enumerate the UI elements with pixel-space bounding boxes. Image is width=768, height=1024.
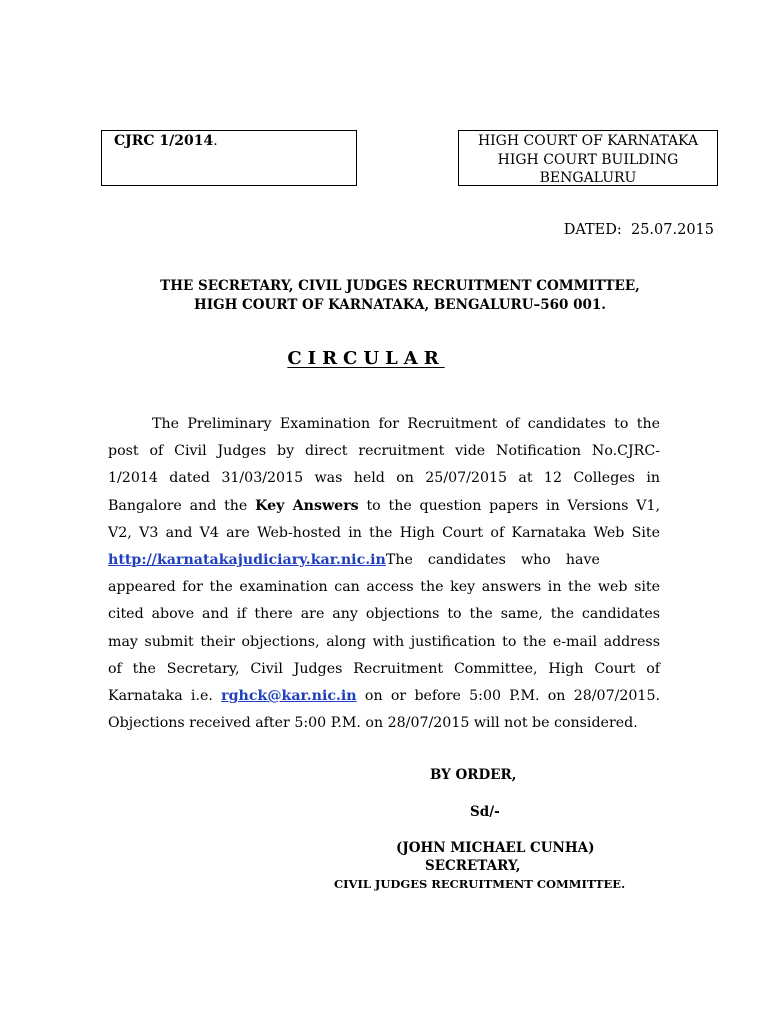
body-text-segment: Bangalore and the: [108, 497, 256, 514]
website-link[interactable]: http://karnatakajudiciary.kar.nic.in: [108, 552, 386, 569]
email-link[interactable]: rghck@kar.nic.in: [221, 688, 357, 705]
body-text-segment: on or before 5:00 P.M. on 28/07/2015.: [356, 688, 660, 705]
reference-suffix: .: [213, 133, 218, 149]
key-answers-emphasis: Key Answers: [255, 497, 359, 514]
body-line: may submit their objections, along with justification to the e-mail address: [108, 633, 660, 650]
circular-body: [108, 411, 660, 737]
addressee-line-2: HIGH COURT OF KARNATAKA, BENGALURU–560 001.: [194, 297, 606, 313]
body-line: [108, 547, 660, 574]
date-line: DATED: 25.07.2015: [563, 222, 714, 238]
signatory-name: (JOHN MICHAEL CUNHA): [396, 840, 595, 856]
body-line: appeared for the examination can access the key answers in the web site: [108, 579, 660, 596]
body-line: Objections received after 5:00 P.M. on 28/07/2015 will not be considered.: [108, 715, 638, 732]
court-name: HIGH COURT OF KARNATAKA: [477, 133, 699, 149]
body-line: The Preliminary Examination for Recruitment of candidates to the: [152, 416, 660, 432]
body-text-segment: Karnataka i.e.: [108, 688, 222, 705]
body-line: 1/2014 dated 31/03/2015 was held on 25/07/2015 at 12 Colleges in: [108, 470, 660, 487]
signed-mark: Sd/-: [470, 804, 500, 820]
addressee-line-1: THE SECRETARY, CIVIL JUDGES RECRUITMENT COMMITTEE,: [160, 278, 640, 294]
body-text-segment: to the question papers in Versions V1,: [358, 497, 660, 514]
court-building: HIGH COURT BUILDING: [497, 151, 679, 168]
body-line: [108, 683, 660, 710]
reference-code: CJRC 1/2014: [114, 133, 214, 149]
reference-box: [101, 130, 357, 186]
body-text-segment: The candidates who have: [385, 552, 600, 569]
body-line: [108, 493, 660, 520]
court-city: BENGALURU: [539, 170, 637, 186]
court-address-box: [458, 130, 718, 186]
signatory-committee: CIVIL JUDGES RECRUITMENT COMMITTEE.: [334, 877, 626, 891]
body-line: of the Secretary, Civil Judges Recruitment Committee, High Court of: [108, 660, 660, 677]
body-line: post of Civil Judges by direct recruitment vide Notification No.CJRC-: [108, 443, 660, 460]
body-line: cited above and if there are any objections to the same, the candidates: [108, 606, 660, 623]
addressee-block: [100, 277, 700, 315]
document-title: CIRCULAR: [287, 348, 445, 369]
by-order-label: BY ORDER,: [430, 767, 517, 783]
signatory-designation: SECRETARY,: [425, 858, 521, 874]
body-line: V2, V3 and V4 are Web-hosted in the High Court of Karnataka Web Site: [108, 524, 660, 541]
